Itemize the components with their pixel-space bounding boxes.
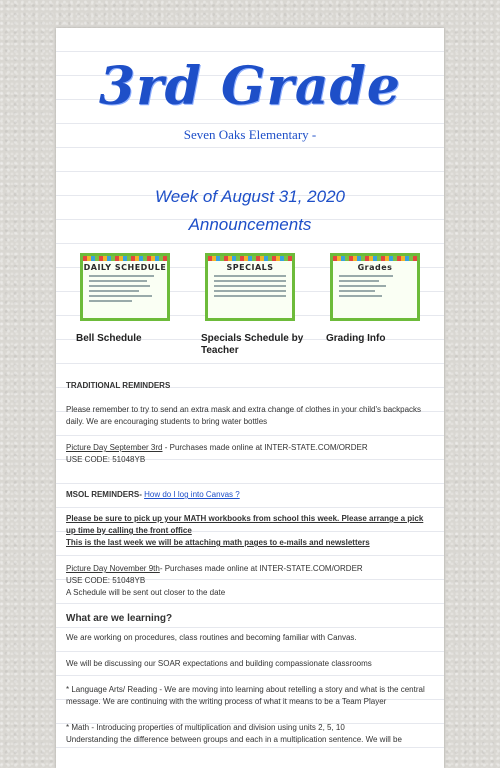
traditional-reminders-heading: TRADITIONAL REMINDERS [66, 381, 171, 390]
grading-thumbnail[interactable] [330, 253, 420, 321]
picture-day-1-text: - Purchases made online at INTER-STATE.COM/ORDER [162, 443, 368, 452]
card-bell-schedule[interactable] [66, 253, 192, 345]
bell-schedule-thumbnail[interactable] [80, 253, 170, 321]
week-date: Week of August 31, 2020 [155, 187, 345, 206]
thumb-text-lines [339, 275, 411, 297]
learning-math-line2: Understanding the difference between groups and each in a multiplication sentence. We will be [66, 735, 402, 744]
dot-border-decoration [333, 256, 417, 261]
learning-soar: We will be discussing our SOAR expectations and building compassionate classrooms [66, 659, 372, 668]
math-workbook-notice: Please be sure to pick up your MATH workbooks from school this week. Please arrange a pick up time by calling the front office [66, 514, 424, 535]
picture-day-1 [66, 442, 434, 466]
math-pages-notice: This is the last week we will be attaching math pages to e-mails and newsletters [66, 538, 370, 547]
specials-thumbnail[interactable] [205, 253, 295, 321]
page-title: 3rd Grade [99, 56, 401, 117]
thumb-table-lines [214, 275, 286, 297]
dot-border-decoration [208, 256, 292, 261]
learning-heading: What are we learning? [66, 613, 173, 624]
card-label[interactable]: Grading Info [326, 333, 386, 344]
mask-reminder-text: Please remember to try to send an extra mask and extra change of clothes in your child's backpacks daily. We are encouraging students to bring water bottles [66, 405, 422, 426]
picture-day-2-note: A Schedule will be sent out closer to the date [66, 588, 226, 597]
card-label[interactable]: Specials Schedule by Teacher [201, 333, 304, 356]
picture-day-2 [66, 563, 434, 599]
thumb-text-lines [89, 275, 161, 302]
picture-day-1-label: Picture Day September 3rd [66, 443, 163, 452]
picture-day-2-code: USE CODE: 51048YB [66, 576, 146, 585]
learning-math-line1: * Math - Introducing properties of multiplication and division using units 2, 5, 10 [66, 723, 345, 732]
learning-language-arts: * Language Arts/ Reading - We are moving into learning about retelling a story and what is the central message. We are continuing with the writing process of what it means to be a Team Player [66, 685, 425, 706]
newsletter-body [56, 381, 444, 746]
msol-heading: MSOL REMINDERS- [66, 490, 142, 499]
school-name: Seven Oaks Elementary - [183, 127, 317, 142]
resource-cards [56, 253, 444, 371]
picture-day-2-text: - Purchases made online at INTER-STATE.COM/ORDER [159, 564, 363, 573]
thumb-title: DAILY SCHEDULE [83, 263, 167, 272]
picture-day-2-label: Picture Day November 9th [66, 564, 160, 573]
dot-border-decoration [83, 256, 167, 261]
thumb-title: Grades [357, 263, 393, 272]
thumb-title: SPECIALS [226, 263, 274, 272]
week-heading [56, 183, 444, 239]
card-label[interactable]: Bell Schedule [76, 333, 142, 344]
learning-procedures: We are working on procedures, class routines and becoming familiar with Canvas. [66, 633, 357, 642]
card-specials-schedule[interactable] [191, 253, 317, 357]
canvas-login-link[interactable]: How do I log into Canvas ? [144, 490, 240, 499]
learning-math [66, 722, 434, 746]
picture-day-1-code: USE CODE: 51048YB [66, 455, 146, 464]
msol-reminders [66, 490, 434, 499]
newsletter-page [56, 28, 444, 768]
card-grading-info[interactable] [316, 253, 442, 345]
announcements-heading: Announcements [188, 215, 312, 234]
